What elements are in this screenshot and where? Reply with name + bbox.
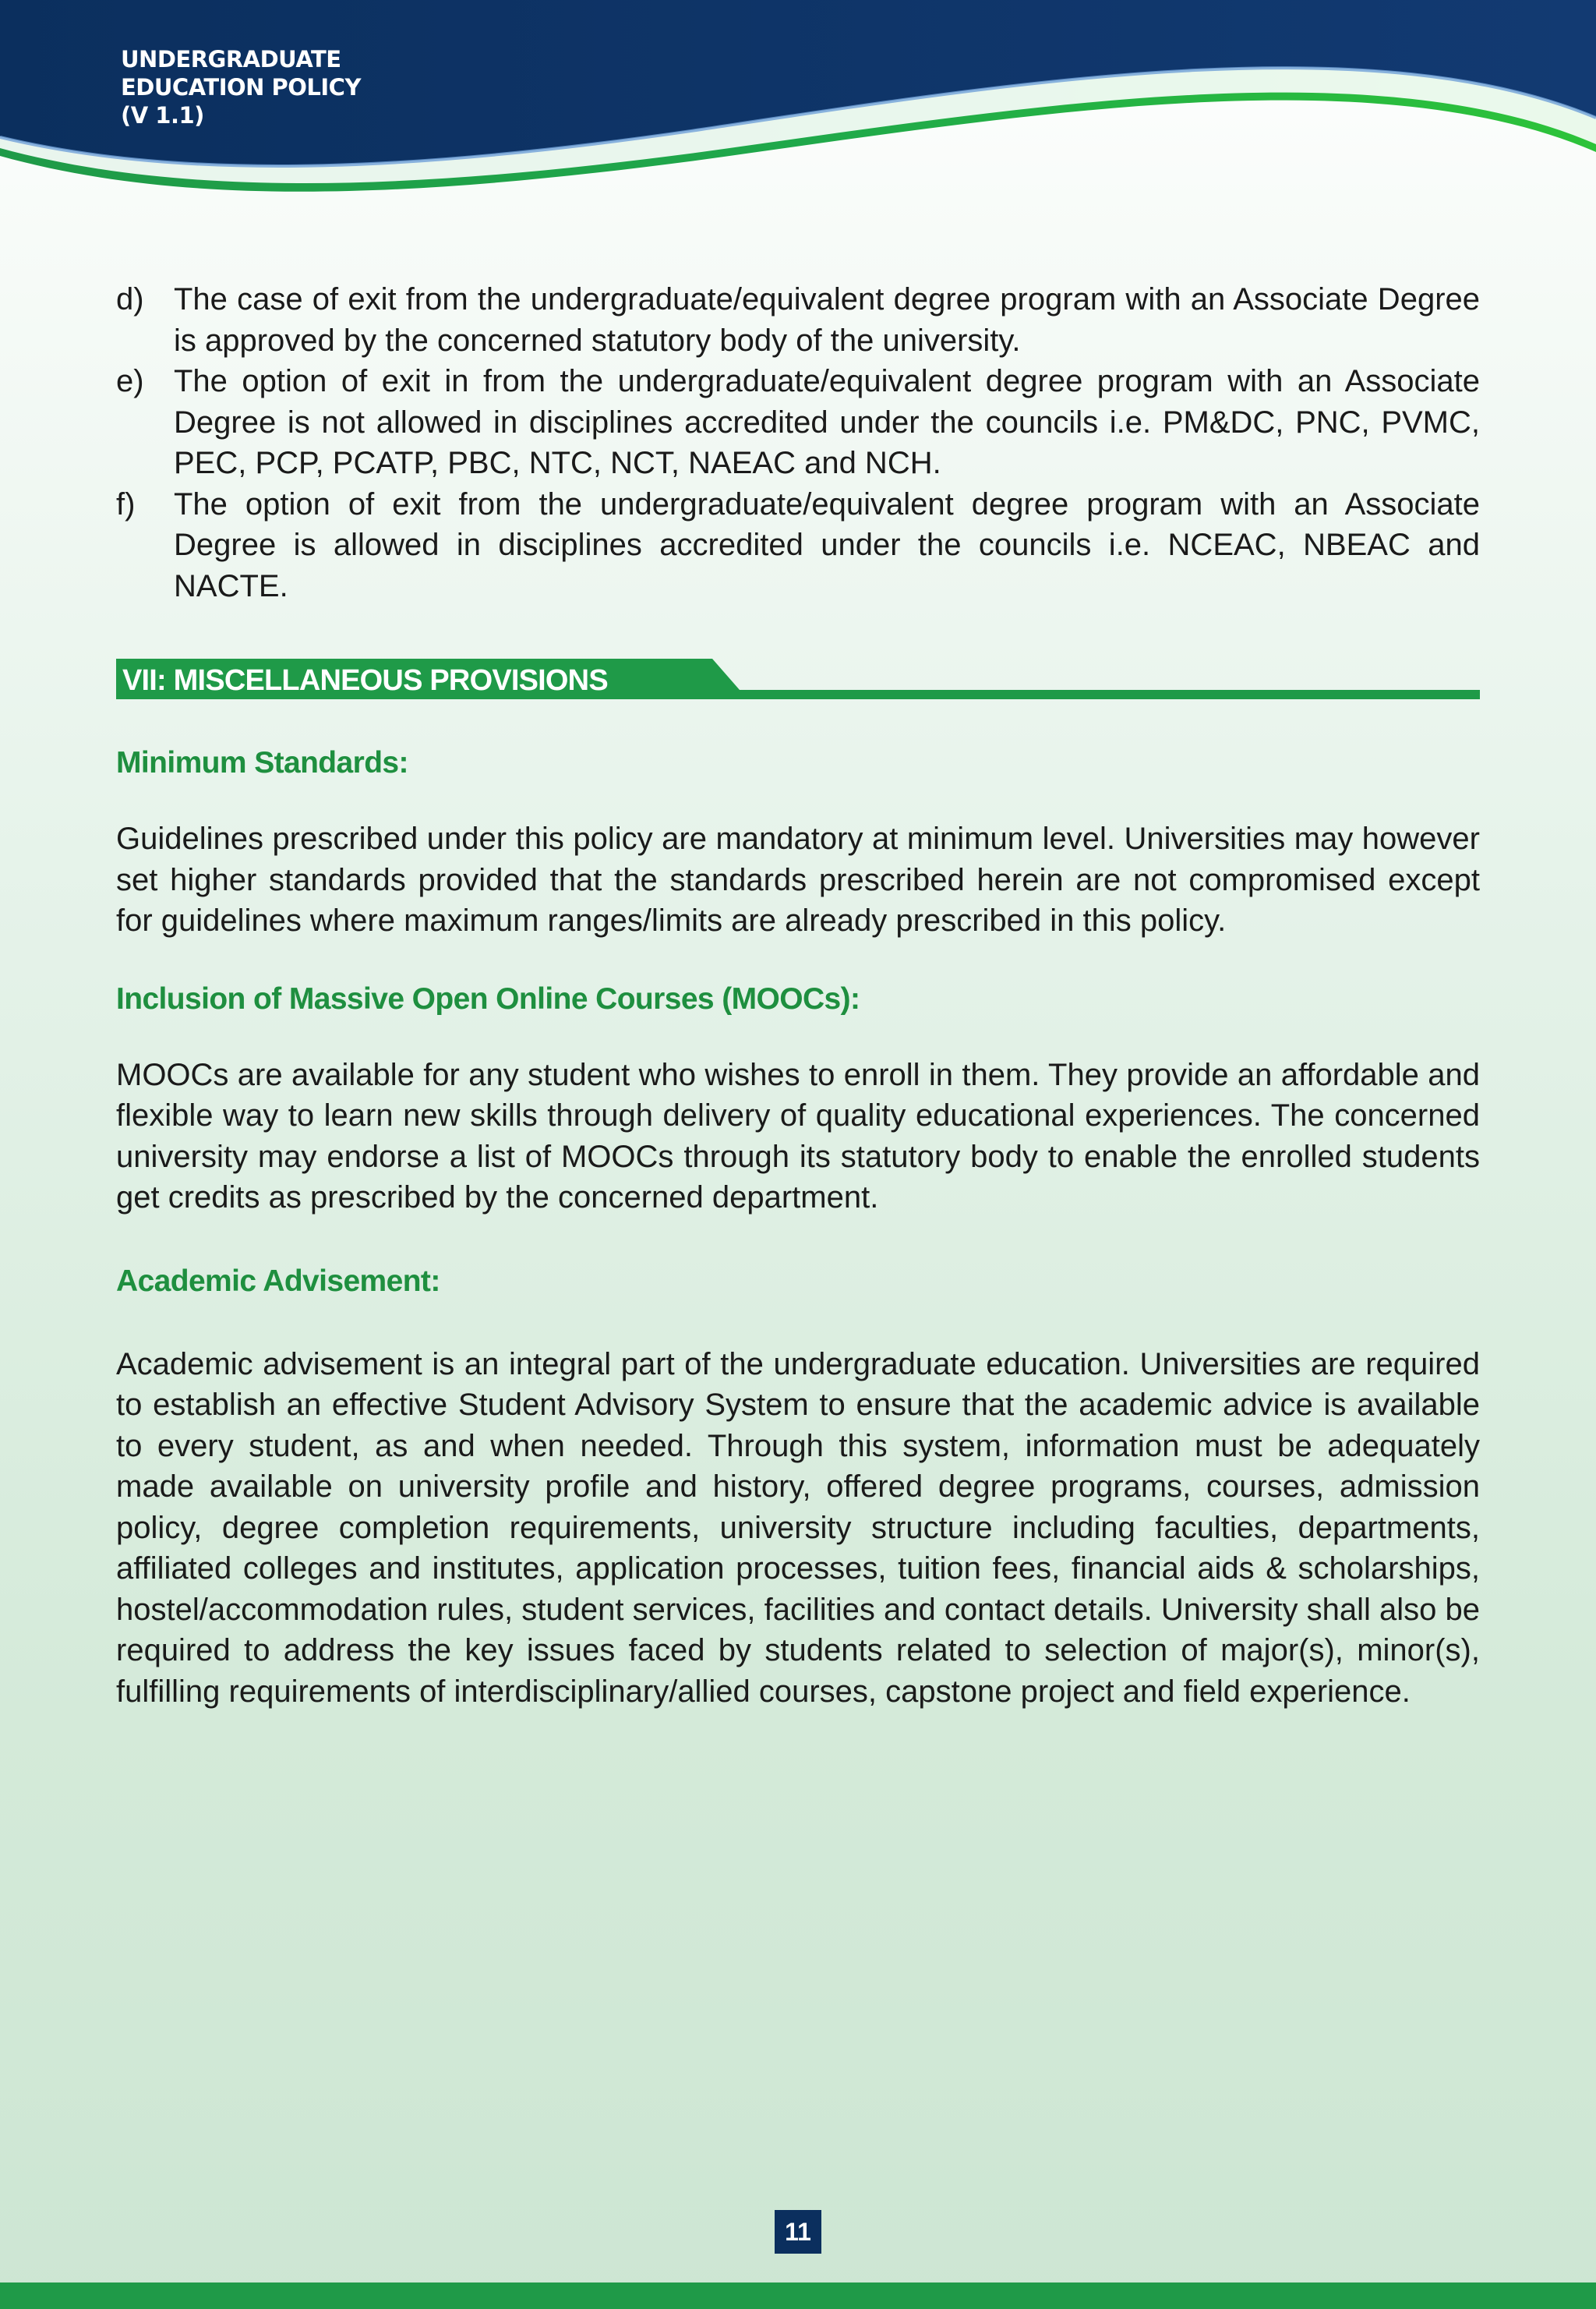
section-banner <box>116 659 1480 702</box>
list-item <box>116 279 1480 361</box>
list-item-text: The option of exit from the undergraduate/equivalent degree program with an Associate Degree is allowed in disciplines accredited under the councils i.e. NCEAC, NBEAC and NACTE. <box>174 486 1480 603</box>
subheading-academic-advisement: Academic Advisement: <box>116 1264 440 1298</box>
list-item-text: The case of exit from the undergraduate/equivalent degree program with an Associate Degree is approved by the concerned statutory body of the university. <box>174 282 1480 358</box>
exit-options-list <box>116 279 1480 606</box>
subheading-minimum-standards: Minimum Standards: <box>116 746 408 780</box>
paragraph-moocs: MOOCs are available for any student who wishes to enroll in them. They provide an affordable and flexible way to learn new skills through delivery of quality educational experiences. The concerned university may endorse a list of MOOCs through its statutory body to enable the enrolled students get credits as prescribed by the concerned department. <box>116 1057 1480 1215</box>
list-item <box>116 361 1480 484</box>
list-marker: d) <box>116 282 144 316</box>
list-item-text: The option of exit in from the undergraduate/equivalent degree program with an Associate Degree is not allowed in disciplines accredited under the councils i.e. PM&DC, PNC, PVMC, PEC, PCP, PCATP, PBC, NTC, NCT, NAEAC and NCH. <box>174 364 1480 480</box>
page-number: 11 <box>775 2210 821 2254</box>
page-content <box>116 279 1480 1712</box>
paragraph-academic-advisement: Academic advisement is an integral part of the undergraduate education. Universities are required to establish an effective Student Advisory System to ensure that the academic advice is available to every student, as and when needed. Through this system, information must be adequately made available on university profile and history, offered degree programs, courses, admission policy, degree completion requirements, university structure including faculties, departments, affiliated colleges and institutes, application processes, tuition fees, financial aids & scholarships, hostel/accommodation rules, student services, facilities and contact details. University shall also be required to address the key issues faced by students related to selection of major(s), minor(s), fulfilling requirements of interdisciplinary/allied courses, capstone project and field experience. <box>116 1346 1480 1709</box>
section-title: VII: MISCELLANEOUS PROVISIONS <box>122 664 608 697</box>
document-header-title: UNDERGRADUATE EDUCATION POLICY (V 1.1) <box>121 46 361 129</box>
list-marker: e) <box>116 364 144 398</box>
list-marker: f) <box>116 486 136 522</box>
subheading-moocs: Inclusion of Massive Open Online Courses (MOOCs): <box>116 981 860 1016</box>
paragraph-minimum-standards: Guidelines prescribed under this policy are mandatory at minimum level. Universities may however set higher standards provided that the standards prescribed herein are not compromised except for guidelines where maximum ranges/limits are already prescribed in this policy. <box>116 822 1480 938</box>
footer-bar <box>0 2282 1596 2309</box>
list-item <box>116 484 1480 607</box>
